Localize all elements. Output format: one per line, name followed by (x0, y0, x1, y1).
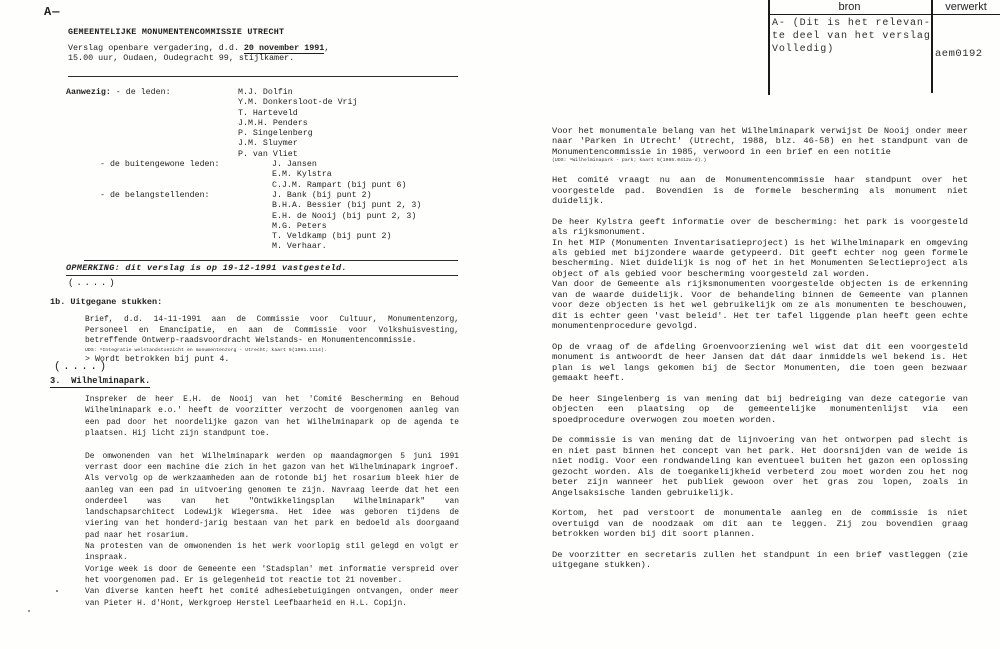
paragraph (552, 175, 968, 206)
meeting-suffix: , (324, 42, 330, 53)
attendee-row (66, 129, 466, 139)
meeting-prefix: Verslag openbare vergadering, d.d. (68, 42, 244, 53)
attendee-row (66, 139, 466, 149)
attendees-list (66, 88, 466, 253)
attendee-group-label (66, 201, 272, 211)
attendee-name: B.H.A. Bessier (bij punt 2, 3) (272, 201, 422, 211)
uds-reference: UDS: ^Integratie welstandstoezicht en monumentenzorg - Utrecht; kaart 5(1991.1114). (85, 347, 327, 353)
section-3-heading: 3. Wilhelminapark. (50, 376, 151, 386)
attendee-group-label: - de buitengewone leden: (100, 160, 220, 170)
attendees-label: Aanwezig: (66, 88, 111, 97)
paragraph-line: De heer Singelenberg is van mening dat bij bedreiging van deze categorie van objecten een plaatsing op de gemeentelijke monumentenlijst via een spoedprocedure overwogen zou moeten worden. (552, 393, 968, 425)
stamp-code: aem0192 (935, 48, 983, 60)
paragraph-line: De commissie is van mening dat de lijnvoering van het ontworpen pad slecht is en niet past binnen het concept van het park. Het doorsnijden van de weide is niet nodig. Voor een rondwandeling kan eventueel buiten het gazon een oplossing gezocht worden. Als de toegankelijkheid verbeterd zou moet worden zou het nog beter zijn wanneer het publiek gewoon over het gras zou lopen, zoals in Angelsaksische landen gebruikelijk. (552, 435, 968, 498)
org-title: GEMEENTELIJKE MONUMENTENCOMMISSIE UTRECHT (68, 27, 285, 37)
attendee-group-label (66, 150, 238, 160)
stamp-column-verwerkt: verwerkt (945, 0, 987, 13)
attendee-group-label (66, 98, 238, 108)
paragraph-line: Voor het monumentale belang van het Wilhelminapark verwijst De Nooij onder meer naar 'Parken in Utrecht' (Utrecht, 1988, blz. 46-58) en het standpunt van de Monumentencommissie in 1985, verwoord in een brief en een notitie (552, 126, 968, 157)
paragraph (552, 217, 968, 332)
right-page-body (552, 126, 968, 581)
paragraph-line: Op de vraag of de afdeling Groenvoorziening wel wist dat dit een voorgesteld monument is antwoordt de heer Jansen dat dát daar inmiddels wel bekend is. Het plan is wel langs gekomen bij de Sector Monumenten, die toen geen bezwaar gemaakt heeft. (552, 341, 968, 384)
horizontal-rule (68, 76, 458, 77)
paragraph-line: Inspreker de heer E.H. de Nooij van het 'Comité Bescherming en Behoud Wilhelminapark e.o.' heeft de voorzitter verzocht de voorgenomen aanleg van een pad door het noordelijke gazon van het Wilhelminapark op de agenda te plaatsen. Hij licht zijn standpunt toe. (85, 395, 459, 438)
paragraph-line: De omwonenden van het Wilhelminapark werden op maandagmorgen 5 juni 1991 verrast door een machine die zich in het gazon van het Wilhelminapark ingroef. Als vervolg op de werkzaamheden aan de rotonde bij het rosarium bleek hier de aanleg van een pad in uitvoering genomen te zijn. Navraag leerde dat het een onderdeel was van het "Ontwikkelingsplan Wilhelminapark" van landschapsarchitect Lodewijk Wiegersma. Het idee was geboren tijdens de viering van het honderd-jarig bestaan van het park en bedoeld als doorgaand pad naar het rosarium. (85, 451, 459, 540)
paragraph (552, 342, 968, 384)
attendee-name: T. Veldkamp (bij punt 2) (272, 232, 392, 242)
attendee-row (66, 150, 466, 160)
attendee-group-label (66, 212, 272, 222)
opmerking-note: OPMERKING: dit verslag is op 19-12-1991 vastgesteld. (66, 262, 347, 273)
attendee-group-label: Aanwezig: - de leden: (66, 88, 171, 97)
attendee-group-label (66, 232, 272, 242)
attendee-name: Y.M. Donkersloot-de Vrij (238, 98, 358, 108)
paragraph (552, 508, 968, 539)
paragraph-line: Kortom, het pad verstoort de monumentale aanleg en de commissie is niet overtuigd van de noodzaak om dit aan te leggen. Zij zou bovendien graag betrokken worden bij dit soort plannen. (552, 508, 968, 540)
horizontal-rule (66, 275, 458, 276)
page-marker: A— (44, 5, 61, 19)
stamp-note-line: Volledig) (772, 44, 835, 56)
stamp-column-bron: bron (838, 0, 861, 13)
scan-speck (56, 590, 58, 592)
paragraph-line: Na protesten van de omwonenden is het werk voorlopig stil gelegd en volgt er inspraak. (85, 542, 459, 563)
attendee-group-label (66, 109, 238, 119)
attendee-group-label (66, 242, 272, 252)
attendee-name: J. Bank (bij punt 2) (272, 190, 372, 200)
attendee-name: J. Jansen (272, 160, 317, 170)
paragraph (552, 126, 968, 165)
meeting-location-line: 15.00 uur, Oudaen, Oudegracht 99, stijlkamer. (68, 53, 295, 63)
attendee-group-label (66, 222, 272, 232)
attendee-row (66, 109, 466, 119)
attendee-name: M.J. Dolfin (238, 88, 293, 97)
paragraph (552, 394, 968, 425)
omission-mark: (....) (68, 276, 118, 288)
action-note: > Wordt betrokken bij punt 4. (85, 354, 230, 364)
attendee-name: T. Harteveld (238, 108, 298, 118)
attendee-name: C.J.M. Rampart (bij punt 6) (272, 180, 407, 190)
section-1b-paragraph: Brief, d.d. 14-11-1991 aan de Commissie voor Cultuur, Monumentenzorg, Personeel en Emancipatie, en aan de Commissie voor Volkshuisvesting, betreffende Ontwerp-raadsvoordracht Welstands- en Monumentencommissie. (85, 315, 459, 345)
attendee-group-label (66, 170, 272, 180)
stamp-header-rule (768, 14, 1000, 15)
attendee-row (66, 119, 466, 129)
paragraph-line: Het comité vraagt nu aan de Monumentencommissie haar standpunt over het voorgestelde pad. Bovendien is de formele bescherming als monument niet duidelijk. (552, 175, 968, 206)
attendee-row (66, 88, 466, 98)
attendee-row (66, 170, 466, 180)
attendee-group-label (66, 119, 238, 129)
paragraph-line: Van diverse kanten heeft het comité adhesiebetuigingen ontvangen, onder meer van Pieter H. d'Hont, Werkgroep Herstel Leefbaarheid en H.L. Copijn. (85, 587, 459, 608)
attendee-row (66, 191, 466, 201)
attendee-group-label (66, 129, 238, 139)
section-1b-heading: 1b. Uitgegane stukken: (50, 297, 163, 307)
attendee-row (66, 242, 466, 252)
attendee-row (66, 232, 466, 242)
registration-stamp (768, 0, 1000, 95)
attendee-name: E.H. de Nooij (bij punt 2, 3) (272, 211, 417, 221)
scan-speck (28, 610, 30, 612)
section-3-body (85, 394, 459, 620)
meeting-title-line (68, 43, 329, 53)
attendee-row (66, 222, 466, 232)
stamp-note-line: te deel van het verslag (772, 31, 931, 43)
uds-reference: (UDS: ^Wilhelminapark - park; kaart 5(1985.0412a-d).) (552, 158, 707, 164)
paragraph-line: De voorzitter en secretaris zullen het standpunt in een brief vastleggen (zie uitgegane stukken). (552, 549, 968, 571)
attendee-group-label (66, 139, 238, 149)
paragraph-line: Vorige week is door de Gemeente een 'Stadsplan' met informatie verspreid over het voorgenomen pad. Er is gelegenheid tot reactie tot 21 november. (85, 564, 459, 585)
omission-mark: (....) (54, 361, 109, 373)
paragraph-line: Van door de Gemeente als rijksmonumenten voorgestelde objecten is de erkenning van de waarde duidelijk. Voor de behandeling binnen de Gemeente van plannen voor deze objecten is het wel gebruikelijk om ze als monumenten te beschouwen, dit is echter geen 'vast beleid'. Het ter tafel liggende plan heeft geen echte monumentenprocedure gevolgd. (552, 279, 968, 332)
attendee-group-label (66, 181, 272, 191)
paragraph (85, 394, 459, 439)
attendee-row (66, 181, 466, 191)
attendee-row (66, 98, 466, 108)
attendee-name: P. Singelenberg (238, 129, 313, 139)
stamp-note (772, 17, 931, 57)
attendee-row (66, 212, 466, 222)
attendee-name: J.M.H. Penders (238, 118, 308, 128)
horizontal-rule (84, 260, 458, 261)
paragraph (85, 451, 459, 609)
meeting-date: 20 november 1991 (243, 42, 325, 53)
attendee-name: M.G. Peters (272, 221, 327, 231)
attendee-name: J.M. Sluymer (238, 139, 298, 149)
attendee-row (66, 201, 466, 211)
attendee-name: P. van Vliet (238, 149, 298, 159)
attendee-name: E.M. Kylstra (272, 170, 332, 180)
paragraph (552, 550, 968, 571)
stamp-note-line: A- (Dit is het relevan- (772, 18, 931, 29)
attendee-name: M. Verhaar. (272, 242, 327, 252)
paragraph-line: De heer Kylstra geeft informatie over de bescherming: het park is voorgesteld als rijksmonument. (552, 216, 968, 238)
attendee-row (66, 160, 466, 170)
attendee-group-label: - de belangstellenden: (100, 190, 210, 200)
paragraph-line: In het MIP (Monumenten Inventarisatieproject) is het Wilhelminapark en omgeving als gebied met bijzondere waarde getypeerd. Dit geeft echter nog geen formele bescherming. Niet duidelijk is nog of het in het Monumenten Selectieproject als object of als gebied voor bescherming voorgesteld zal worden. (552, 237, 968, 279)
paragraph (552, 435, 968, 498)
